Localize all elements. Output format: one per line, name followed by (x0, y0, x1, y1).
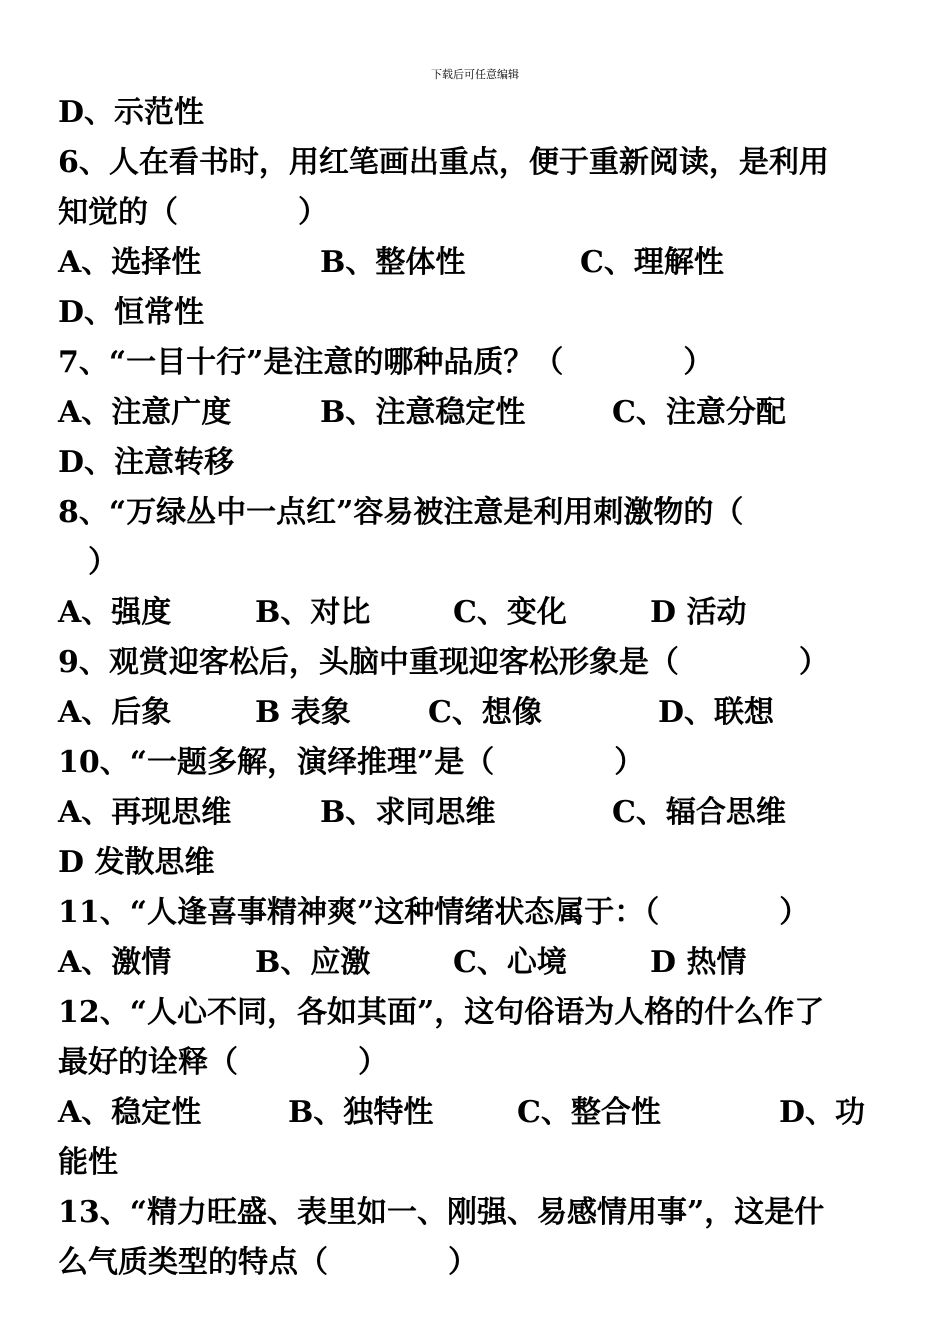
page-header: 下载后可任意编辑 (431, 68, 519, 81)
question-11-option-d: D 热情 (650, 945, 747, 980)
question-7-option-d: D、注意转移 (58, 445, 235, 480)
question-12-option-a: A、稳定性 (58, 1095, 202, 1130)
question-9-options-row (58, 693, 898, 733)
question-6-option-a: A、选择性 (58, 245, 202, 280)
question-6-option-d: D、恒常性 (58, 295, 205, 330)
question-10-stem: 10、“一题多解，演绎推理”是（ ） (58, 745, 645, 780)
question-8-options-row (58, 593, 898, 633)
question-7-stem: 7、“一目十行”是注意的哪种品质？（ ） (58, 345, 714, 380)
question-7-option-c: C、注意分配 (612, 395, 786, 430)
question-11-option-a: A、激情 (58, 945, 172, 980)
question-6-option-b: B、整体性 (320, 245, 466, 280)
question-12-option-d: D、功 (779, 1095, 866, 1130)
question-8-option-b: B、对比 (255, 595, 371, 630)
question-9-stem: 9、观赏迎客松后，头脑中重现迎客松形象是（ ） (58, 645, 829, 680)
question-12-options-row (58, 1093, 898, 1133)
question-7-options-row (58, 393, 898, 433)
question-12-option-d-continued: 能性 (58, 1145, 118, 1180)
question-9-option-c: C、想像 (428, 695, 542, 730)
question-13-stem-continued: 么气质类型的特点（ ） (58, 1245, 478, 1280)
question-8-option-c: C、变化 (453, 595, 567, 630)
question-10-option-b: B、求同思维 (320, 795, 496, 830)
question-7-option-b: B、注意稳定性 (320, 395, 526, 430)
question-8-stem-continued: ） (58, 545, 118, 580)
question-8-option-a: A、强度 (58, 595, 172, 630)
question-10-option-d: D 发散思维 (58, 845, 215, 880)
question-11-option-b: B、应激 (255, 945, 371, 980)
question-11-options-row (58, 943, 898, 983)
question-13-stem: 13、“精力旺盛、表里如一、刚强、易感情用事”，这是什 (58, 1195, 825, 1230)
question-6-stem: 6、人在看书时，用红笔画出重点，便于重新阅读，是利用 (58, 145, 829, 180)
question-12-stem-continued: 最好的诠释（ ） (58, 1045, 388, 1080)
question-12-stem: 12、“人心不同，各如其面”，这句俗语为人格的什么作了 (58, 995, 825, 1030)
question-11-option-c: C、心境 (453, 945, 567, 980)
question-8-option-d: D 活动 (650, 595, 747, 630)
question-12-option-c: C、整合性 (517, 1095, 661, 1130)
question-10-option-c: C、辐合思维 (612, 795, 786, 830)
question-7-option-a: A、注意广度 (58, 395, 232, 430)
question-6-options-row (58, 243, 898, 283)
question-6-option-c: C、理解性 (580, 245, 724, 280)
question-6-stem-continued: 知觉的（ ） (58, 195, 328, 230)
question-9-option-d: D、联想 (658, 695, 775, 730)
question-11-stem: 11、“人逢喜事精神爽”这种情绪状态属于：（ ） (58, 895, 810, 930)
question-12-option-b: B、独特性 (288, 1095, 434, 1130)
question-8-stem: 8、“万绿丛中一点红”容易被注意是利用刺激物的（ (58, 495, 744, 530)
question-5-option-d: D、示范性 (58, 95, 205, 130)
question-9-option-b: B 表象 (255, 695, 351, 730)
question-10-options-row (58, 793, 898, 833)
question-9-option-a: A、后象 (58, 695, 172, 730)
question-10-option-a: A、再现思维 (58, 795, 232, 830)
